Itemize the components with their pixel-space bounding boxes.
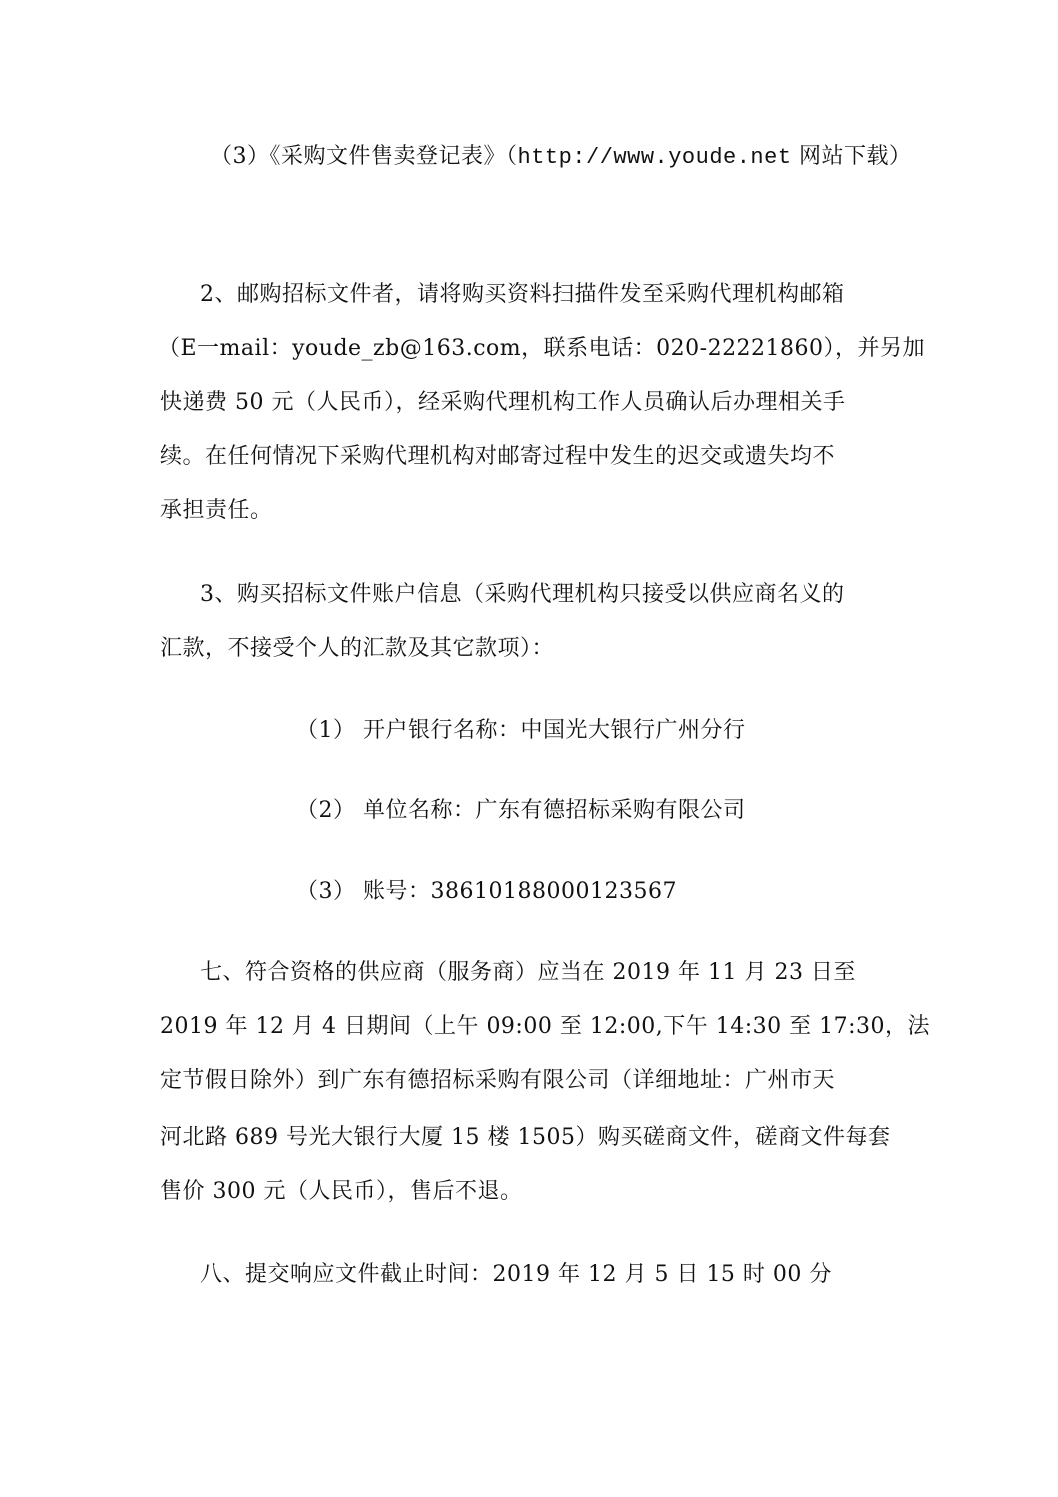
- form-item-3-line: [210, 142, 912, 173]
- section-7-line-2: 2019 年 12 月 4 日期间（上午 09:00 至 12:00,下午 14:30 至 17:30，法: [160, 1014, 931, 1039]
- section-2-line-2: （E一mail：youde_zb@163.com，联系电话：020-22221860），并另加: [158, 336, 926, 361]
- account-company-name: （2） 单位名称：广东有德招标采购有限公司: [296, 798, 746, 823]
- section-7-line-3: 定节假日除外）到广东有德招标采购有限公司（详细地址：广州市天: [160, 1068, 836, 1093]
- account-number: （3） 账号：38610188000123567: [296, 879, 677, 904]
- form-item-3-prefix: （3）《采购文件售卖登记表》（: [210, 144, 518, 169]
- section-7-line-5: 售价 300 元（人民币），售后不退。: [160, 1179, 523, 1204]
- section-3-line-2: 汇款，不接受个人的汇款及其它款项）：: [160, 636, 555, 661]
- section-8-line-1: 八、提交响应文件截止时间：2019 年 12 月 5 日 15 时 00 分: [200, 1262, 832, 1287]
- section-3-line-1: 3、购买招标文件账户信息（采购代理机构只接受以供应商名义的: [200, 582, 845, 607]
- account-bank-name: （1） 开户银行名称：中国光大银行广州分行: [296, 718, 746, 743]
- section-2-line-5: 承担责任。: [160, 498, 273, 523]
- section-7-line-1: 七、符合资格的供应商（服务商）应当在 2019 年 11 月 23 日至: [200, 960, 856, 985]
- section-2-line-1: 2、邮购招标文件者，请将购买资料扫描件发至采购代理机构邮箱: [200, 282, 845, 307]
- section-2-line-4: 续。在任何情况下采购代理机构对邮寄过程中发生的迟交或遗失均不: [160, 444, 836, 469]
- section-2-line-3: 快递费 50 元（人民币），经采购代理机构工作人员确认后办理相关手: [160, 390, 846, 415]
- form-item-3-suffix: 网站下载）: [791, 144, 912, 169]
- section-7-line-4: 河北路 689 号光大银行大厦 15 楼 1505）购买磋商文件，磋商文件每套: [160, 1125, 891, 1150]
- website-url: http://www.youde.net: [517, 145, 792, 170]
